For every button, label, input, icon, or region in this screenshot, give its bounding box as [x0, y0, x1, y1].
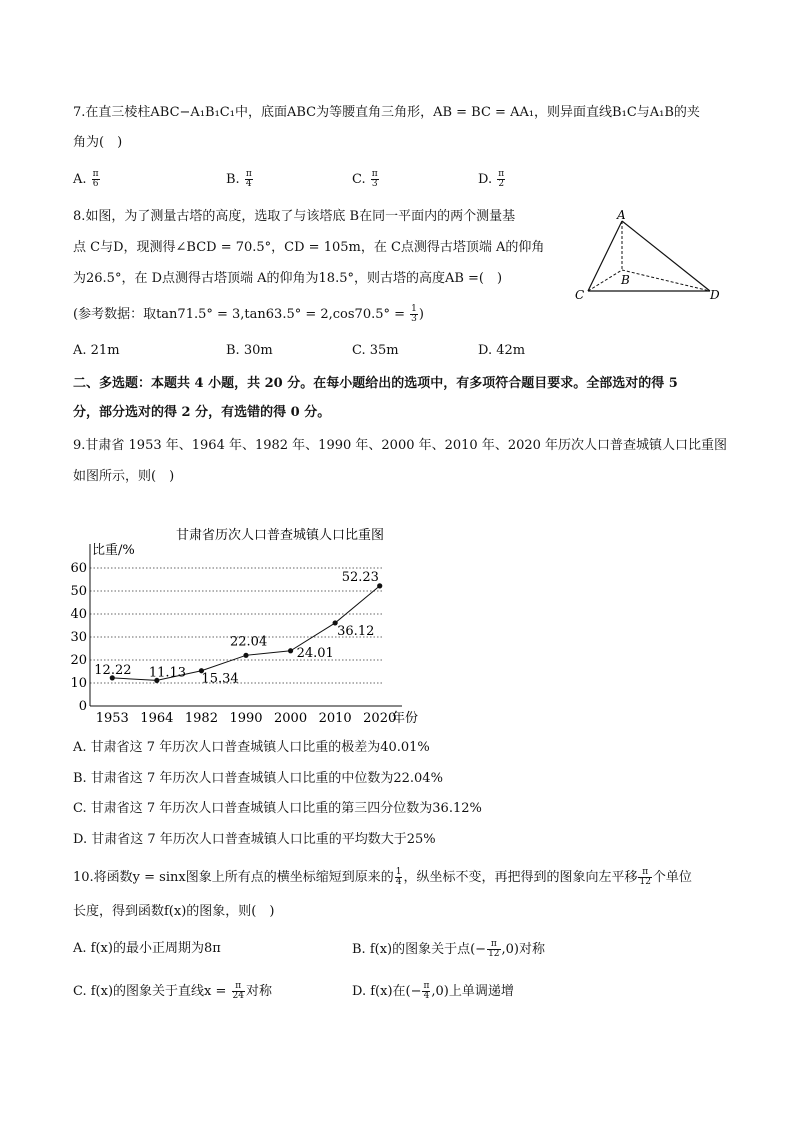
q7-option-c[interactable] [352, 170, 380, 189]
q8-option-b[interactable]: B. 30m [226, 343, 273, 358]
y-tick-label: 30 [70, 630, 87, 645]
q7-option-d-label: D. [478, 172, 497, 187]
x-tick-label: 1990 [229, 711, 263, 726]
data-label: 22.04 [230, 634, 268, 650]
q7-stem-line2: 角为( ) [73, 135, 123, 150]
q10-stem-line2: 长度，得到函数f(x)的图象，则( ) [73, 904, 275, 919]
data-label: 11.13 [148, 665, 187, 681]
y-tick-label: 0 [78, 699, 87, 714]
q8-stem-line3: 为26.5°，在 D点测得古塔顶端 A的仰角为18.5°，则古塔的高度AB =( ) [73, 271, 503, 286]
edge-ac [588, 221, 622, 291]
q10-option-d-fraction: $\frac{\pi}{4}$ [423, 981, 430, 1001]
q7-option-a-label: A. [73, 172, 91, 187]
data-point [288, 648, 293, 653]
q10-option-d[interactable]: D. f(x)在(− $\frac{\pi}{4}$ ,0)上单调递增 [352, 981, 514, 1001]
x-tick-label: 2000 [274, 711, 308, 726]
x-tick-label: 1964 [140, 711, 174, 726]
data-label: 15.34 [201, 671, 239, 687]
y-tick-label: 60 [70, 561, 87, 576]
q8-pyramid-figure [570, 205, 730, 309]
q7-option-b[interactable] [226, 170, 254, 189]
x-tick-label: 1982 [184, 711, 218, 726]
q7-option-c-fraction: $\frac{\pi}{3}$ [371, 169, 378, 189]
section2-heading-line1: 二、多选题：本题共 4 小题，共 20 分。在每小题给出的选项中，有多项符合题目要求。全部选对的得 5 [73, 376, 678, 391]
vertex-label-d: D [710, 288, 720, 302]
q8-reference-fraction: $\frac{1}{3}$ [411, 304, 417, 324]
data-label: 24.01 [296, 645, 334, 661]
data-label: 36.12 [337, 623, 375, 639]
y-tick-label: 40 [70, 607, 87, 622]
q10-option-a[interactable]: A. f(x)的最小正周期为8π [73, 941, 221, 956]
x-tick-label: 2010 [318, 711, 352, 726]
q9-option-d[interactable]: D. 甘肃省这 7 年历次人口普查城镇人口比重的平均数大于25% [73, 832, 436, 847]
q9-option-b[interactable]: B. 甘肃省这 7 年历次人口普查城镇人口比重的中位数为22.04% [73, 771, 443, 786]
q7-option-b-label: B. [226, 172, 244, 187]
q10-option-c[interactable]: C. f(x)的图象关于直线x = $\frac{\pi}{24}$ 对称 [73, 981, 272, 1001]
q7-option-d-fraction: $\frac{\pi}{2}$ [498, 169, 505, 189]
q10-option-b[interactable]: B. f(x)的图象关于点(− $\frac{\pi}{12}$ ,0)对称 [352, 939, 546, 959]
q10-option-b-fraction: $\frac{\pi}{12}$ [488, 939, 500, 959]
chart-x-axis-label: 年份 [392, 711, 419, 726]
q7-option-b-fraction: $\frac{\pi}{4}$ [245, 169, 252, 189]
q7-option-d[interactable] [478, 170, 506, 189]
q8-option-d[interactable]: D. 42m [478, 343, 526, 358]
y-tick-label: 10 [70, 676, 87, 691]
x-tick-label: 1953 [95, 711, 129, 726]
y-tick-label: 20 [70, 653, 87, 668]
q10-option-c-fraction: $\frac{\pi}{24}$ [232, 981, 244, 1001]
q7-option-a[interactable] [73, 170, 101, 189]
vertex-label-a: A [617, 208, 626, 222]
data-label: 12.22 [94, 662, 132, 678]
q7-option-a-fraction: $\frac{\pi}{6}$ [92, 169, 99, 189]
data-label: 52.23 [341, 569, 379, 585]
vertex-label-c: C [575, 288, 585, 302]
q10-fraction-shift: $\frac{\pi}{12}$ [639, 867, 651, 887]
q8-option-a[interactable]: A. 21m [73, 343, 120, 358]
q10-fraction-quarter: $\frac{1}{4}$ [395, 867, 402, 887]
q8-stem-line2: 点 C与D，现测得∠BCD = 70.5°，CD = 105m，在 C点测得古塔顶端 A的仰角 [73, 240, 545, 255]
chart-title: 甘肃省历次人口普查城镇人口比重图 [175, 528, 385, 543]
q9-stem-line2: 如图所示，则( ) [73, 469, 175, 484]
q9-option-a[interactable]: A. 甘肃省这 7 年历次人口普查城镇人口比重的极差为40.01% [73, 740, 430, 755]
q10-stem-line1: 10.将函数y = sinx图象上所有点的横坐标缩短到原来的 $\frac{1}{4}$ ，纵坐标不变，再把得到的图象向左平移 $\frac{\pi}{12}$ 个单位 [73, 867, 692, 887]
q7-option-c-label: C. [352, 172, 370, 187]
q8-reference-data: (参考数据：取tan71.5° = 3,tan63.5° = 2,cos70.5° = $\frac{1}{3}$ ) [73, 304, 424, 324]
q9-option-c[interactable]: C. 甘肃省这 7 年历次人口普查城镇人口比重的第三四分位数为36.12% [73, 801, 482, 816]
vertex-label-b: B [621, 273, 630, 287]
chart-y-axis-label: 比重/% [92, 543, 135, 558]
data-point [243, 653, 248, 658]
q7-stem-line1: 7.在直三棱柱ABC−A₁B₁C₁中，底面ABC为等腰直角三角形，AB = BC = AA₁，则异面直线B₁C与A₁B的夹 [73, 105, 700, 120]
x-tick-label: 2020 [363, 711, 397, 726]
q8-stem-line1: 8.如图，为了测量古塔的高度，选取了与该塔底 B在同一平面内的两个测量基 [73, 209, 516, 224]
q8-option-c[interactable]: C. 35m [352, 343, 399, 358]
y-tick-label: 50 [70, 584, 87, 599]
q9-stem-line1: 9.甘肃省 1953 年、1964 年、1982 年、1990 年、2000 年、2010 年、2020 年历次人口普查城镇人口比重图 [73, 438, 728, 453]
urban-population-chart [70, 518, 440, 728]
section2-heading-line2: 分，部分选对的得 2 分，有选错的得 0 分。 [73, 405, 331, 420]
